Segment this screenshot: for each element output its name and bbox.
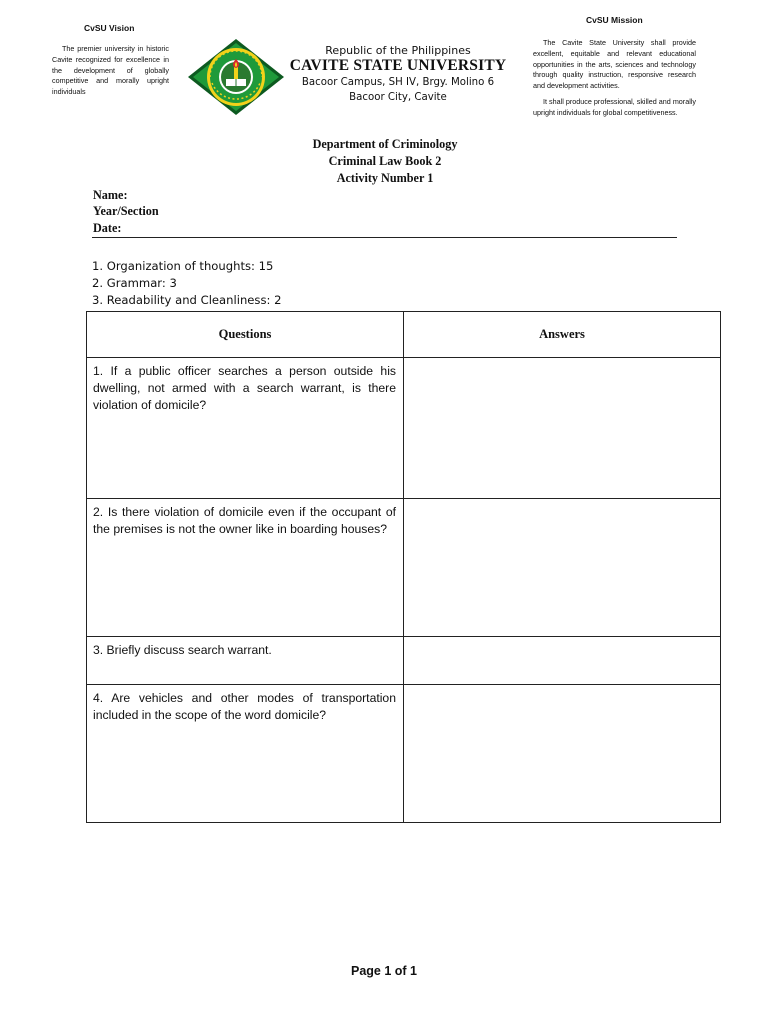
question-cell: 2. Is there violation of domicile even if the occupant of the premises is not the owner like in boarding houses? <box>87 499 404 637</box>
criterion-3: 3. Readability and Cleanliness: 2 <box>92 293 282 307</box>
table-row <box>87 685 721 823</box>
answer-cell[interactable] <box>404 685 721 823</box>
department-title: Department of Criminology <box>312 137 458 151</box>
year-section-label: Year/Section <box>93 204 159 218</box>
question-cell: 1. If a public officer searches a person outside his dwelling, not armed with a search warrant, is there violation of domicile? <box>87 358 404 499</box>
course-title: Criminal Law Book 2 <box>328 154 442 168</box>
questions-header: Questions <box>87 312 404 358</box>
date-label: Date: <box>93 221 122 235</box>
mission-paragraph-2: It shall produce professional, skilled and morally upright individuals for global competitiveness. <box>533 97 696 117</box>
answer-cell[interactable] <box>404 358 721 499</box>
answer-cell[interactable] <box>404 499 721 637</box>
university-name: CAVITE STATE UNIVERSITY <box>289 57 507 74</box>
answer-cell[interactable] <box>404 637 721 685</box>
table-row <box>87 637 721 685</box>
questions-table <box>86 311 721 823</box>
page-number: Page 1 of 1 <box>351 964 417 978</box>
table-row <box>87 358 721 499</box>
criterion-1: 1. Organization of thoughts: 15 <box>92 259 274 273</box>
table-row <box>87 499 721 637</box>
mission-paragraph-1: The Cavite State University shall provide excellent, equitable and relevant educational opportunities in the arts, sciences and technology through quality instruction, responsive research and development activities. <box>533 38 696 91</box>
city-line: Bacoor City, Cavite <box>349 92 447 103</box>
activity-title: Activity Number 1 <box>336 171 434 185</box>
vision-title: CvSU Vision <box>84 23 135 33</box>
vision-text: The premier university in historic Cavite recognized for excellence in the development of globally competitive and morally upright individuals <box>52 44 169 97</box>
campus-address: Bacoor Campus, SH IV, Brgy. Molino 6 <box>301 77 495 88</box>
question-cell: 3. Briefly discuss search warrant. <box>87 637 404 685</box>
university-seal-icon <box>186 37 286 117</box>
criterion-2: 2. Grammar: 3 <box>92 276 177 290</box>
answers-header: Answers <box>404 312 721 358</box>
republic-line: Republic of the Philippines <box>325 44 471 57</box>
header-divider <box>92 237 677 238</box>
mission-title: CvSU Mission <box>586 15 643 25</box>
question-cell: 4. Are vehicles and other modes of transportation included in the scope of the word domicile? <box>87 685 404 823</box>
name-label: Name: <box>93 188 128 202</box>
